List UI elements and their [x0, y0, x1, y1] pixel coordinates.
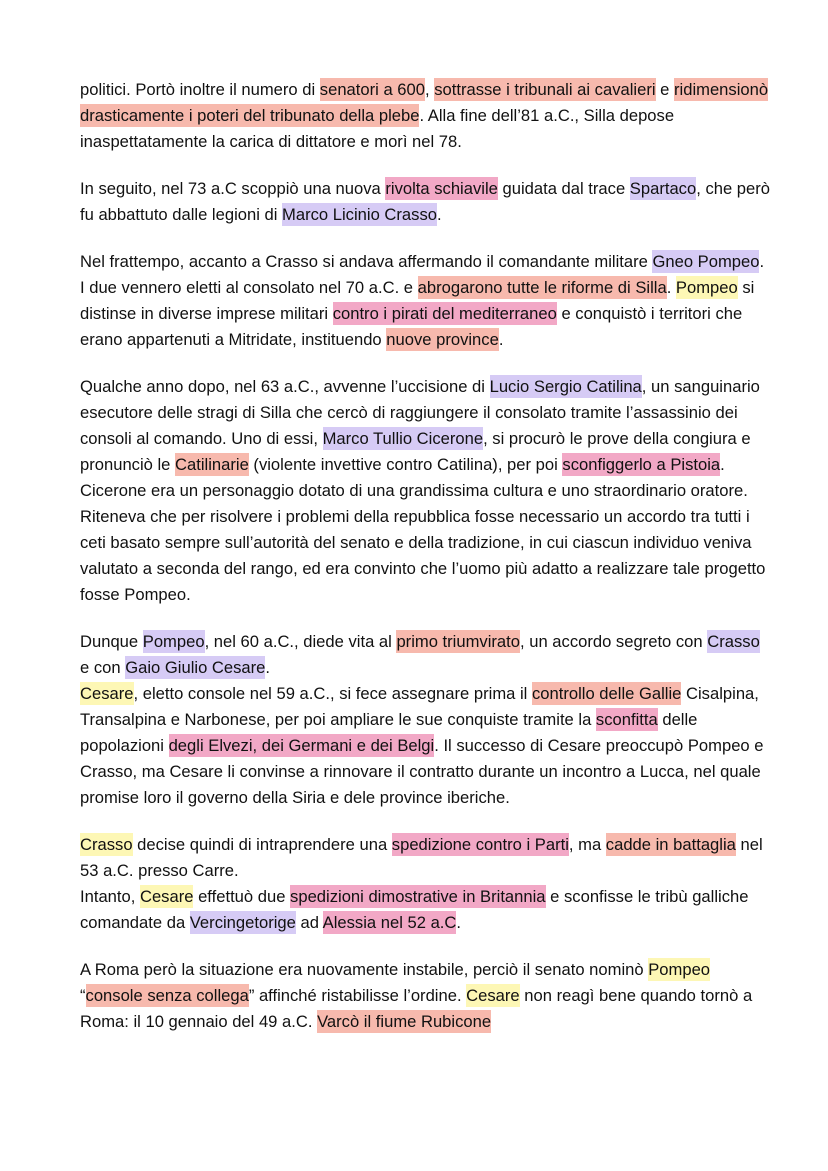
highlight-purple: Marco Tullio Cicerone: [322, 429, 484, 448]
text-run: .: [436, 205, 442, 224]
text-run: .: [720, 455, 725, 474]
text-run: ad: [295, 913, 323, 932]
text-run: Intanto,: [80, 887, 140, 906]
highlight-yellow: Pompeo: [648, 960, 711, 979]
text-run: , si procurò le prove della congiura e pronunciò le: [80, 429, 751, 474]
highlight-purple: Spartaco: [629, 179, 697, 198]
highlight-salmon: sottrasse i tribunali ai cavalieri: [434, 80, 656, 99]
text-run: , che però fu abbattuto dalle legioni di: [80, 179, 771, 224]
highlight-purple: Gneo Pompeo: [652, 252, 760, 271]
highlight-salmon: Catilinarie: [175, 455, 249, 474]
highlight-pink: contro i pirati del mediterraneo: [332, 304, 557, 323]
highlight-salmon: senatori a 600: [319, 80, 425, 99]
text-run: Cisalpina, Transalpina e Narbonese, per poi ampliare le sue conquiste tramite la: [80, 684, 759, 729]
highlight-salmon: controllo delle Gallie: [531, 684, 682, 703]
text-run: effettuò due: [193, 887, 291, 906]
highlight-pink: spedizione contro i Parti: [391, 835, 569, 854]
text-run: “: [80, 986, 86, 1005]
highlight-salmon: Varcò il fiume Rubicone: [317, 1012, 492, 1031]
text-run: ” affinché ristabilisse l’ordine.: [248, 986, 467, 1005]
paragraph-p3: [80, 249, 770, 353]
paragraph-p6: [80, 629, 770, 681]
text-run: e conquistò i territori che erano appartenuti a Mitridate, instituendo: [80, 304, 743, 349]
text-run: politici. Portò inoltre il numero di: [80, 80, 320, 99]
text-run: ,: [424, 80, 435, 99]
highlight-salmon: console senza collega: [85, 986, 249, 1005]
highlight-salmon: nuove province: [386, 330, 499, 349]
highlight-purple: Marco Licinio Crasso: [282, 205, 437, 224]
document-body: [80, 77, 771, 1035]
highlight-pink: sconfiggerlo a Pistoia: [562, 455, 721, 474]
text-run: . Alla fine dell’81 a.C., Silla depose inaspettatamente la carica di dittatore e morì nel 78.: [80, 106, 675, 151]
text-run: (violente invettive contro Catilina), per poi: [248, 455, 563, 474]
paragraph-p5: [80, 478, 770, 608]
highlight-pink: degli Elvezi, dei Germani e dei Belgi: [168, 736, 435, 755]
paragraph-p10: [80, 957, 770, 1035]
highlight-yellow: Pompeo: [675, 278, 738, 297]
text-run: .: [498, 330, 504, 349]
text-run: e con: [80, 658, 126, 677]
highlight-yellow: Cesare: [139, 887, 194, 906]
highlight-salmon: cadde in battaglia: [605, 835, 736, 854]
text-run: e sconfisse le tribù galliche comandate da: [80, 887, 749, 932]
highlight-purple: Crasso: [707, 632, 760, 651]
text-run: non reagì bene quando tornò a Roma: il 10 gennaio del 49 a.C.: [80, 986, 753, 1031]
text-run: guidata dal trace: [497, 179, 630, 198]
text-run: si distinse in diverse imprese militari: [80, 278, 755, 323]
text-run: , un accordo segreto con: [520, 632, 708, 651]
highlight-purple: Pompeo: [142, 632, 205, 651]
text-run: Nel frattempo, accanto a Crasso si andava affermando il comandante militare: [80, 252, 653, 271]
highlight-purple: Vercingetorige: [189, 913, 296, 932]
text-run: nel 53 a.C. presso Carre.: [80, 835, 763, 880]
highlight-purple: Gaio Giulio Cesare: [125, 658, 266, 677]
highlight-yellow: Cesare: [80, 684, 134, 703]
highlight-salmon: primo triumvirato: [396, 632, 520, 651]
paragraph-p4: [80, 374, 770, 478]
highlight-salmon: abrogarono tutte le riforme di Silla: [417, 278, 667, 297]
text-run: , nel 60 a.C., diede vita al: [204, 632, 397, 651]
text-run: decise quindi di intraprendere una: [132, 835, 392, 854]
text-run: .: [666, 278, 676, 297]
text-run: Dunque: [80, 632, 143, 651]
highlight-salmon: ridimensionò drasticamente i poteri del tribunato della plebe: [80, 80, 769, 125]
text-run: , un sanguinario esecutore delle stragi di Silla che cercò di raggiungere il consolato tramite l’assassinio dei consoli al comando. Uno di essi,: [80, 377, 760, 448]
text-run: Cicerone era un personaggio dotato di una grandissima cultura e uno straordinario oratore. Riteneva che per risolvere i problemi della repubblica fosse necessario un accordo tra tutti i ceti basato sempre sull’autorità del senato e della tradizione, in cui ciascun individuo veniva valutato a seconda del rango, ed era convinto che l’uomo più adatto a realizzare tale progetto fosse Pompeo.: [80, 481, 766, 604]
text-run: .: [456, 913, 462, 932]
highlight-purple: Lucio Sergio Catilina: [489, 377, 642, 396]
highlight-yellow: Cesare: [466, 986, 520, 1005]
paragraph-p2: [80, 176, 770, 228]
highlight-pink: rivolta schiavile: [385, 179, 498, 198]
text-run: e: [655, 80, 674, 99]
highlight-pink: spedizioni dimostrative in Britannia: [290, 887, 546, 906]
highlight-pink: Alessia nel 52 a.C: [322, 913, 457, 932]
paragraph-p8: [80, 832, 770, 884]
text-run: A Roma però la situazione era nuovamente instabile, perciò il senato nominò: [80, 960, 649, 979]
text-run: .: [265, 658, 271, 677]
text-run: In seguito, nel 73 a.C scoppiò una nuova: [80, 179, 386, 198]
text-run: delle popolazioni: [80, 710, 698, 755]
paragraph-p1: [80, 77, 770, 155]
text-run: . I due vennero eletti al consolato nel 70 a.C. e: [80, 252, 765, 297]
paragraph-p7: [80, 681, 770, 811]
paragraph-p9: [80, 884, 770, 936]
text-run: , ma: [568, 835, 606, 854]
highlight-yellow: Crasso: [80, 835, 133, 854]
text-run: Qualche anno dopo, nel 63 a.C., avvenne l’uccisione di: [80, 377, 490, 396]
text-run: . Il successo di Cesare preoccupò Pompeo e Crasso, ma Cesare li convinse a rinnovare il contratto durante un incontro a Lucca, nel quale promise loro il governo della Siria e dele province iberiche.: [80, 736, 764, 807]
highlight-pink: sconfitta: [595, 710, 658, 729]
text-run: , eletto console nel 59 a.C., si fece assegnare prima il: [133, 684, 532, 703]
